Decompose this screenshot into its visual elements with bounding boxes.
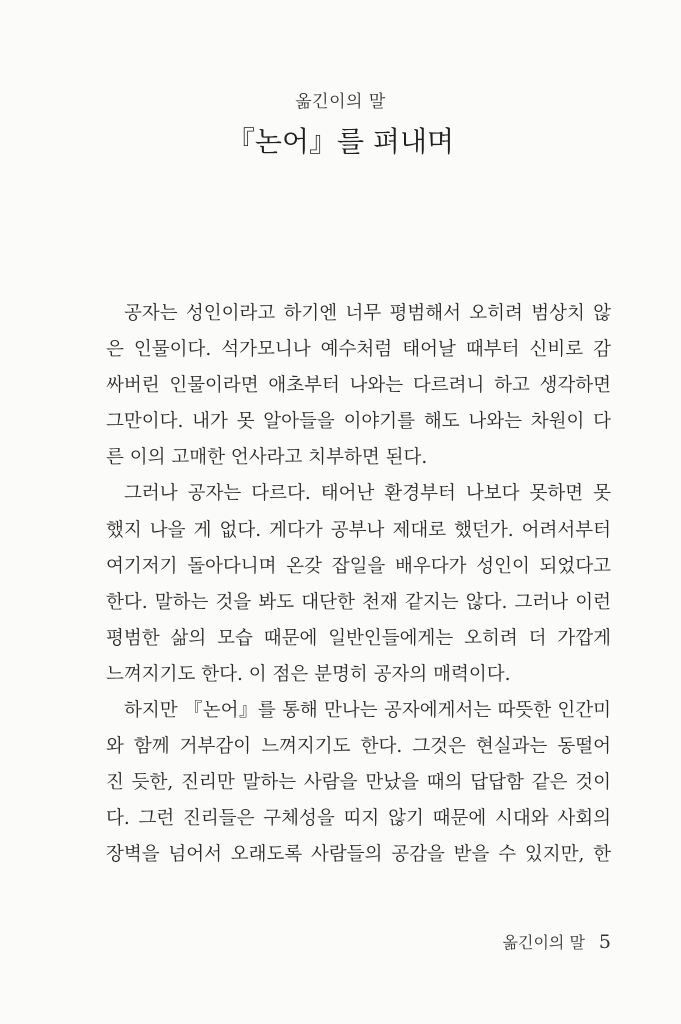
text-line: 그만이다. 내가 못 알아들을 이야기를 해도 나와는 차원이 다: [106, 411, 611, 433]
body-text: [106, 296, 611, 874]
text-line: 싸버린 인물이라면 애초부터 나와는 다르려니 하고 생각하면: [106, 375, 611, 397]
text-line: 하지만 『논어』를 통해 만나는 공자에게서는 따뜻한 인간미: [124, 700, 611, 722]
page-title: 『논어』를 펴내며: [226, 125, 455, 158]
text-line: 공자는 성인이라고 하기엔 너무 평범해서 오히려 범상치 않: [124, 303, 611, 324]
text-line: 른 이의 고매한 언사라고 치부하면 된다.: [106, 447, 428, 469]
text-line: 은 인물이다. 석가모니나 예수처럼 태어날 때부터 신비로 감: [106, 339, 611, 361]
text-line: 다. 그런 진리들은 구체성을 띠지 않기 때문에 시대와 사회의: [106, 808, 611, 830]
text-line: 장벽을 넘어서 오래도록 사람들의 공감을 받을 수 있지만, 한: [106, 844, 611, 866]
text-line: 느껴지기도 한다. 이 점은 분명히 공자의 매력이다.: [106, 663, 511, 685]
text-line: 평범한 삶의 모습 때문에 일반인들에게는 오히려 더 가깝게: [106, 627, 611, 649]
page-footer: [503, 930, 611, 953]
text-line: 그러나 공자는 다르다. 태어난 환경부터 나보다 못하면 못: [124, 483, 611, 505]
text-line: 와 함께 거부감이 느껴지기도 한다. 그것은 현실과는 동떨어: [106, 736, 611, 758]
running-head: 옮긴이의 말: [502, 933, 585, 952]
text-line: 진 듯한, 진리만 말하는 사람을 만났을 때의 답답함 같은 것이: [106, 772, 611, 794]
page-number: 5: [598, 931, 611, 953]
section-label: 옮긴이의 말: [295, 92, 386, 112]
text-line: 여기저기 돌아다니며 온갖 잡일을 배우다가 성인이 되었다고: [106, 555, 611, 577]
text-line: 한다. 말하는 것을 봐도 대단한 천재 같지는 않다. 그러나 이런: [106, 591, 611, 613]
text-line: 했지 나을 게 없다. 게다가 공부나 제대로 했던가. 어려서부터: [106, 519, 611, 541]
